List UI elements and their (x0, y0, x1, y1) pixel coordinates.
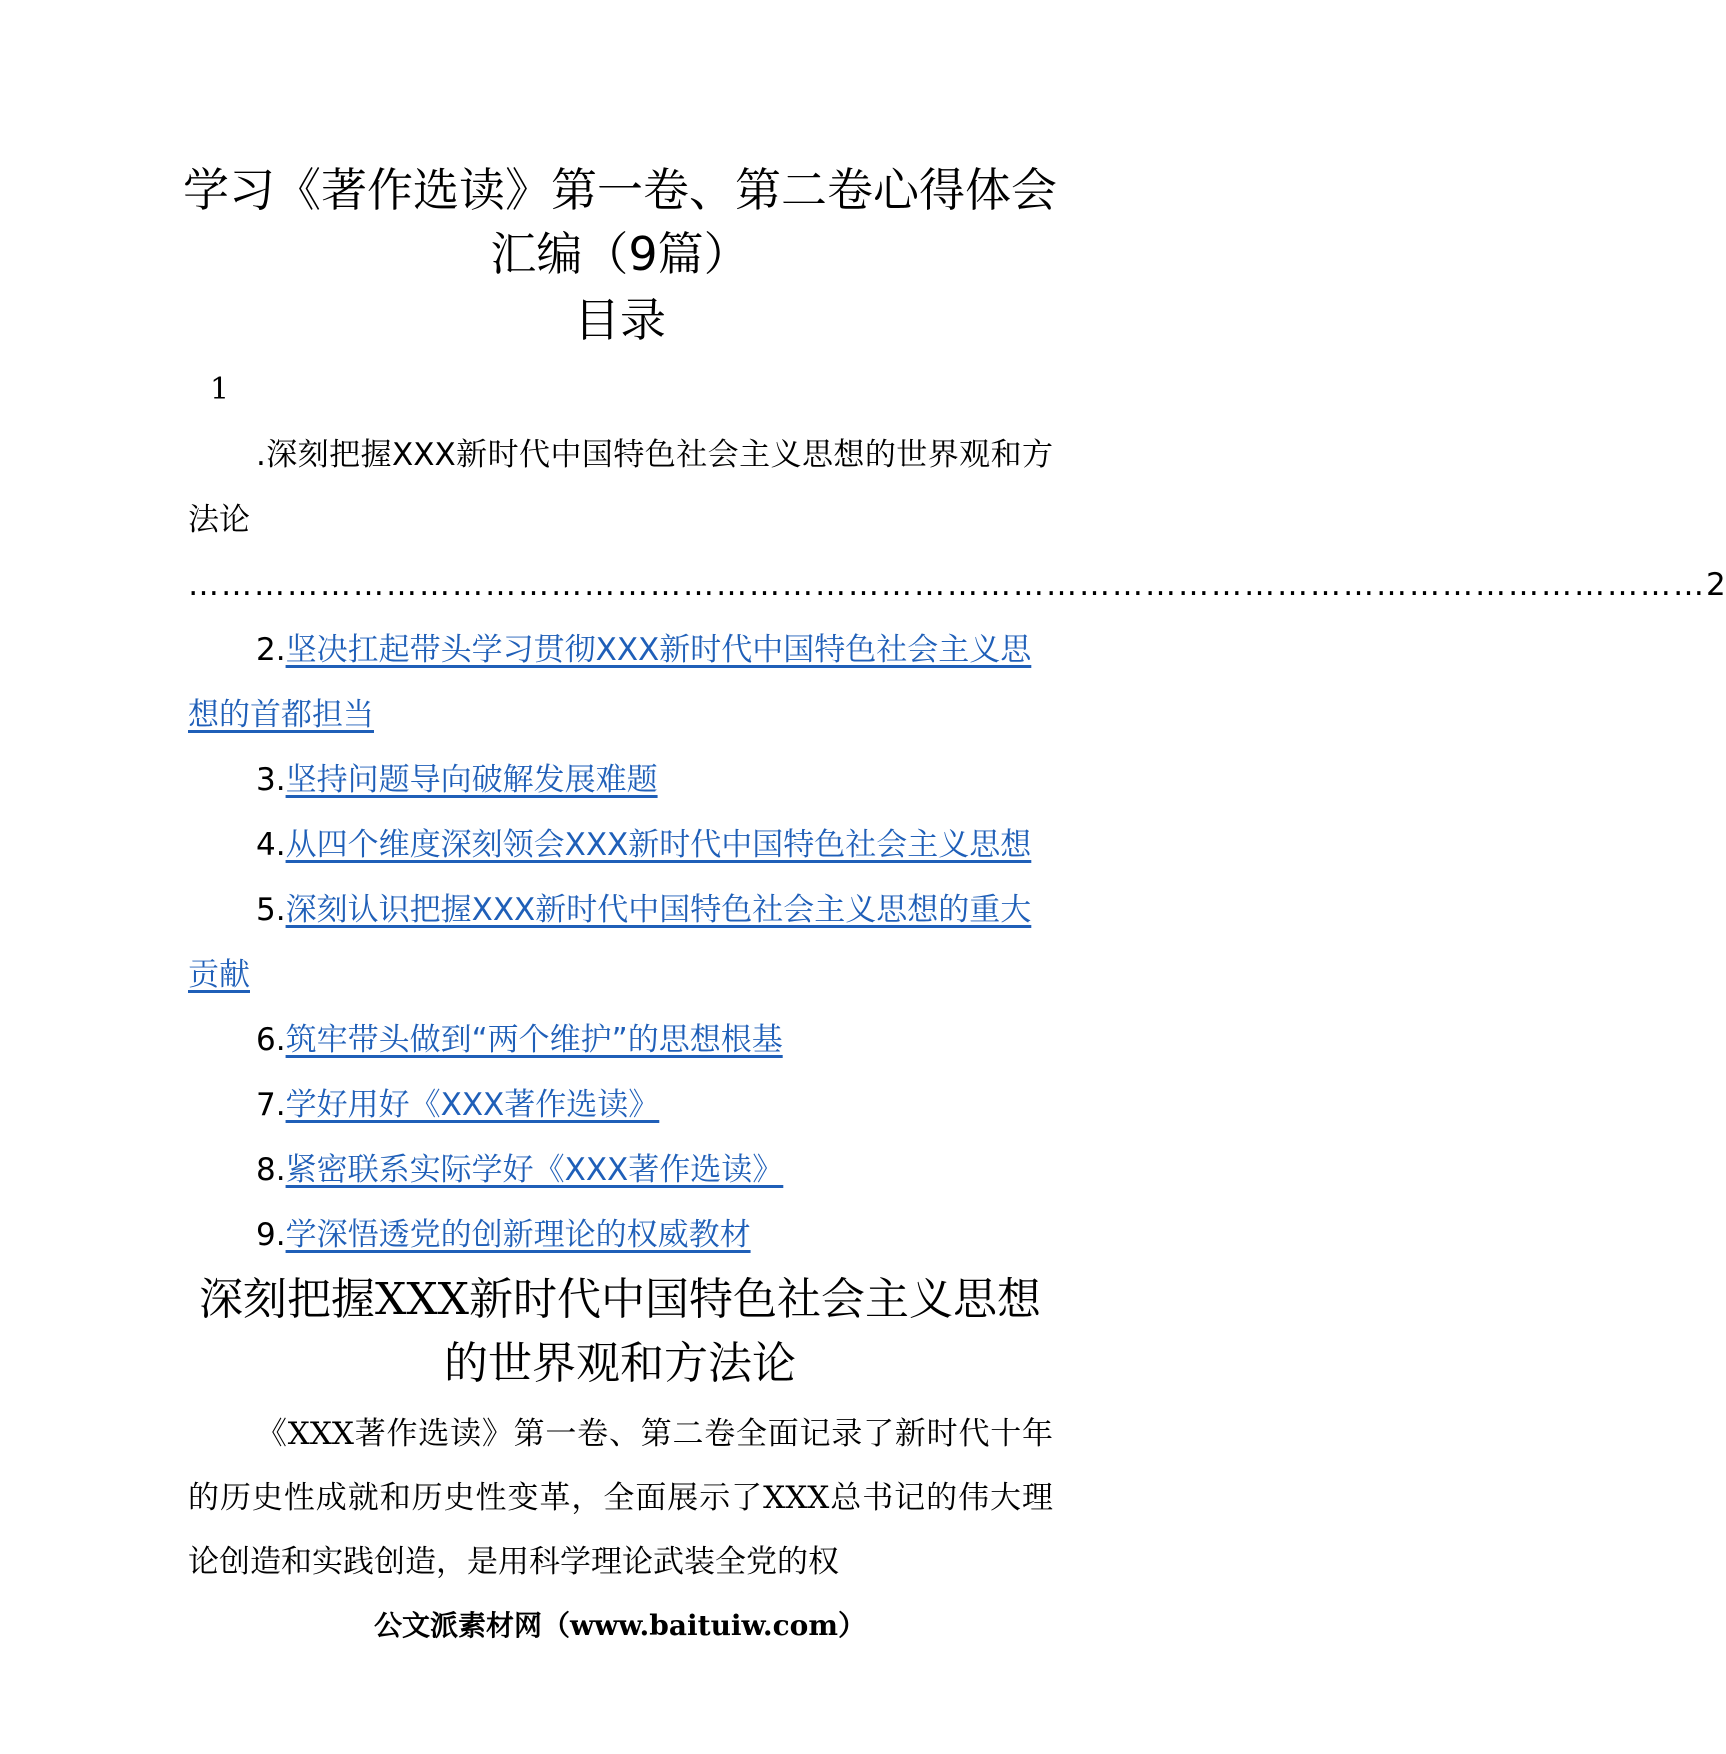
toc-item-6 (188, 1008, 1053, 1073)
toc-item-8 (188, 1138, 1053, 1203)
document-title: 学习《著作选读》第一卷、第二卷心得体会汇编（9篇） (183, 163, 1057, 281)
section-title: 深刻把握XXX新时代中国特色社会主义思想的世界观和方法论 (199, 1274, 1041, 1389)
toc-item-9 (188, 1203, 1053, 1268)
table-of-contents (188, 423, 1726, 1268)
toc-link[interactable]: 筑牢带头做到“两个维护”的思想根基 (285, 1022, 783, 1058)
toc-link[interactable]: 紧密联系实际学好《XXX著作选读》 (285, 1152, 784, 1188)
toc-link[interactable]: 从四个维度深刻领会XXX新时代中国特色社会主义思想 (285, 827, 1032, 863)
toc-item-5 (188, 878, 1053, 1008)
page-marker-number: 1 (210, 372, 230, 407)
toc-dot-leader: ………………………………………………………………………………………………………………………… (188, 567, 1706, 603)
toc-item-number: 8. (256, 1152, 286, 1188)
section-paragraph: 《XXX著作选读》第一卷、第二卷全面记录了新时代十年的历史性成就和历史性变革，全面展示了XXX总书记的伟大理论创造和实践创造，是用科学理论武装全党的权 (188, 1416, 1053, 1580)
toc-item-number: 7. (256, 1087, 286, 1123)
toc-item-4 (188, 813, 1053, 878)
toc-item-7 (188, 1073, 1053, 1138)
toc-item-1-leader (188, 553, 1726, 618)
toc-link[interactable]: 坚决扛起带头学习贯彻XXX新时代中国特色社会主义思想的首都担当 (188, 632, 1032, 733)
footer-watermark: 公文派素材网（www.baituiw.com） (374, 1609, 866, 1642)
toc-item-number: 6. (256, 1022, 286, 1058)
toc-item-1-text: .深刻把握XXX新时代中国特色社会主义思想的世界观和方法论 (188, 437, 1053, 538)
toc-item-number: 4. (256, 827, 286, 863)
toc-link[interactable]: 坚持问题导向破解发展难题 (285, 762, 658, 798)
toc-item-3 (188, 748, 1053, 813)
toc-item-number: 9. (256, 1217, 286, 1253)
toc-item-number: 2. (256, 632, 286, 668)
toc-heading: 目录 (574, 293, 666, 347)
toc-link[interactable]: 深刻认识把握XXX新时代中国特色社会主义思想的重大贡献 (188, 892, 1032, 993)
toc-page-number: 2 (1706, 567, 1726, 603)
toc-link[interactable]: 学深悟透党的创新理论的权威教材 (285, 1217, 751, 1253)
toc-item-1 (188, 423, 1053, 553)
toc-item-number: 5. (256, 892, 286, 928)
toc-link[interactable]: 学好用好《XXX著作选读》 (285, 1087, 660, 1123)
toc-item-number: 3. (256, 762, 286, 798)
toc-item-2 (188, 618, 1053, 748)
